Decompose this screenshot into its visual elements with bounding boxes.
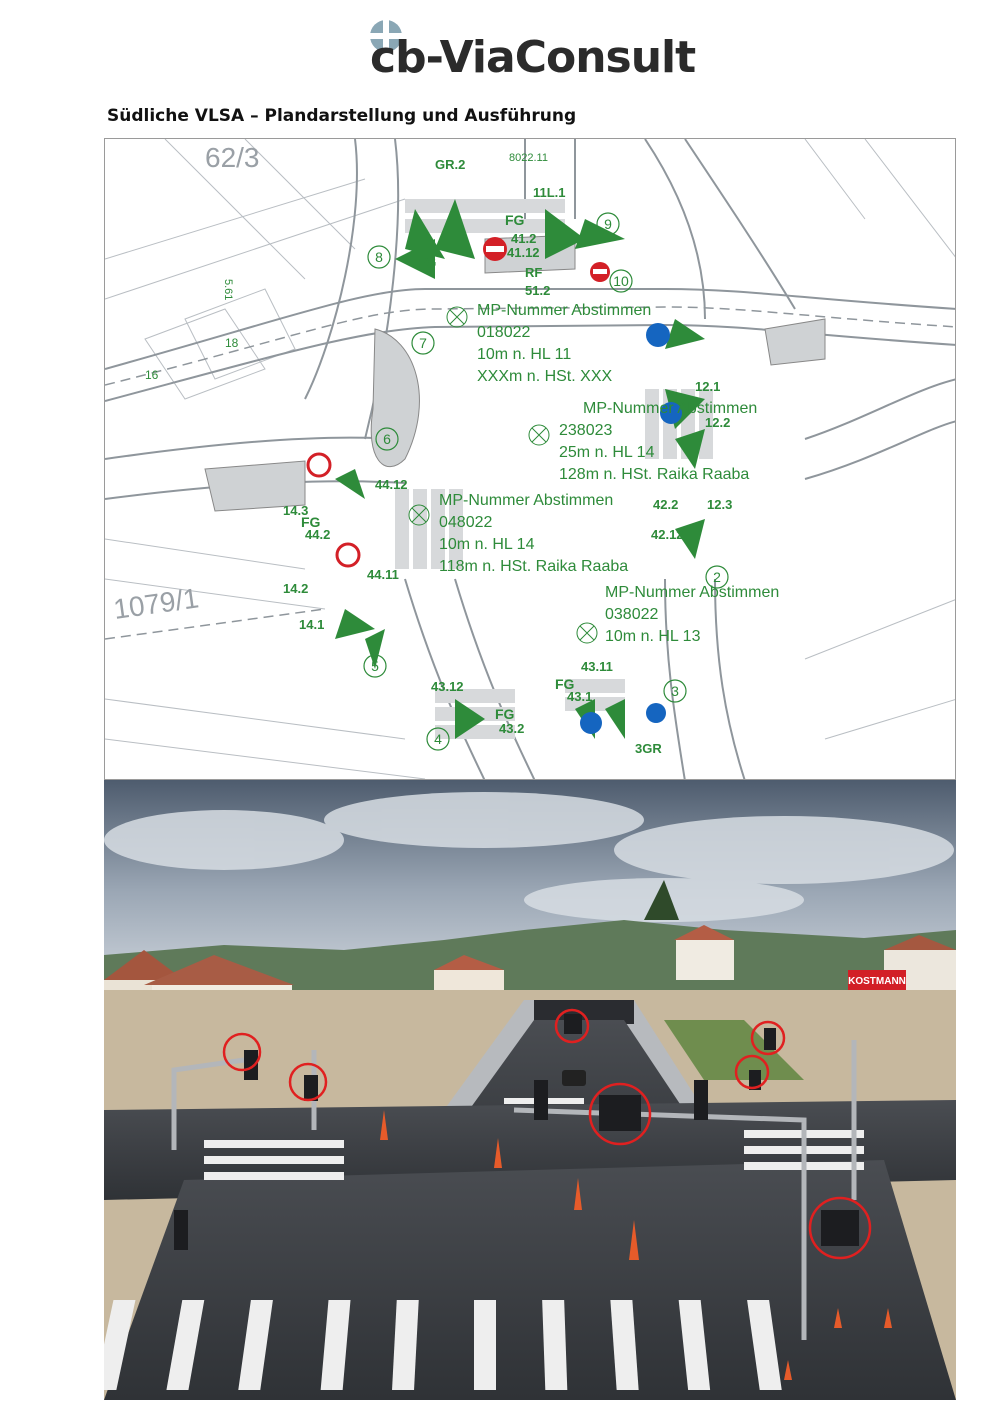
node-7: 7 — [419, 335, 427, 351]
parcel-16: 16 — [145, 368, 159, 382]
kostmann-sign: KOSTMANN — [848, 976, 906, 987]
node-8: 8 — [375, 249, 383, 265]
sg-44-11: 44.11 — [367, 567, 399, 582]
mp3-line3: 10m n. HL 14 — [439, 536, 535, 553]
parcel-62-3: 62/3 — [205, 142, 260, 173]
mp2-line3: 25m n. HL 14 — [559, 444, 655, 461]
mp2-line4: 128m n. HSt. Raika Raaba — [559, 466, 750, 483]
sg-12-2: 12.2 — [705, 415, 731, 430]
node-9: 9 — [604, 216, 612, 232]
mp4-line2: 038022 — [605, 606, 659, 623]
sg-8022-11: 8022.11 — [509, 152, 548, 164]
company-logo — [362, 14, 702, 84]
parcel-18: 18 — [225, 336, 239, 350]
node-10: 10 — [613, 273, 629, 289]
signal-plan-drawing — [104, 138, 956, 780]
sg-gr-2: GR.2 — [435, 157, 466, 172]
sg-3gr: 3GR — [635, 741, 662, 756]
photo-svg — [104, 780, 956, 1400]
sg-14-3: 14.3 — [283, 503, 309, 518]
mp1-line4: XXXm n. HSt. XXX — [477, 368, 613, 385]
sg-rf: RF — [525, 265, 543, 280]
sg-44-2: 44.2 — [305, 527, 331, 542]
fg-label-5: FG — [555, 676, 575, 692]
sg-11l-1: 11L.1 — [533, 185, 566, 200]
fg-label-1: FG — [505, 212, 525, 228]
mp1-line1: MP-Nummer Abstimmen — [477, 302, 652, 319]
mp4-line1: MP-Nummer Abstimmen — [605, 584, 780, 601]
sg-43-1: 43.1 — [567, 689, 593, 704]
sg-14-1: 14.1 — [299, 617, 325, 632]
plan-svg — [105, 139, 956, 780]
mp1-line3: 10m n. HL 11 — [477, 346, 572, 363]
page-title: Südliche VLSA – Plandarstellung und Ausführung — [107, 106, 577, 126]
sg-43-11: 43.11 — [581, 659, 613, 674]
fg-label-3: FG — [301, 514, 321, 530]
aerial-photo — [104, 780, 956, 1400]
sg-12-1: 12.1 — [695, 379, 721, 394]
node-5: 5 — [371, 658, 379, 674]
fg-label-4: FG — [495, 706, 515, 722]
parcel-5-61: 5.61 — [222, 279, 234, 301]
mp4-line3: 10m n. HL 13 — [605, 628, 701, 645]
sg-51-2: 51.2 — [525, 283, 551, 298]
sg-41-2: 41.2 — [511, 231, 537, 246]
node-3: 3 — [671, 683, 679, 699]
mp2-line1: MP-Nummer Abstimmen — [583, 400, 758, 417]
node-2: 2 — [713, 569, 721, 585]
mp1-line2: 018022 — [477, 324, 531, 341]
sg-14-2: 14.2 — [283, 581, 309, 596]
node-6: 6 — [383, 431, 391, 447]
logo-wordmark: cb-ViaConsult — [370, 32, 696, 83]
sg-12-3: 12.3 — [707, 497, 733, 512]
mp3-line1: MP-Nummer Abstimmen — [439, 492, 614, 509]
sg-43-2: 43.2 — [499, 721, 525, 736]
parcel-1079-1: 1079/1 — [111, 582, 201, 625]
node-4: 4 — [434, 731, 442, 747]
fg-label-2: FG — [417, 254, 437, 270]
mp3-line2: 048022 — [439, 514, 493, 531]
mp3-line4: 118m n. HSt. Raika Raaba — [439, 558, 629, 575]
sg-41-12: 41.12 — [507, 245, 540, 260]
sg-42-2: 42.2 — [653, 497, 679, 512]
mp2-line2: 238023 — [559, 422, 613, 439]
sg-43-12: 43.12 — [431, 679, 464, 694]
sg-44-12: 44.12 — [375, 477, 408, 492]
sg-42-12: 42.12 — [651, 527, 684, 542]
